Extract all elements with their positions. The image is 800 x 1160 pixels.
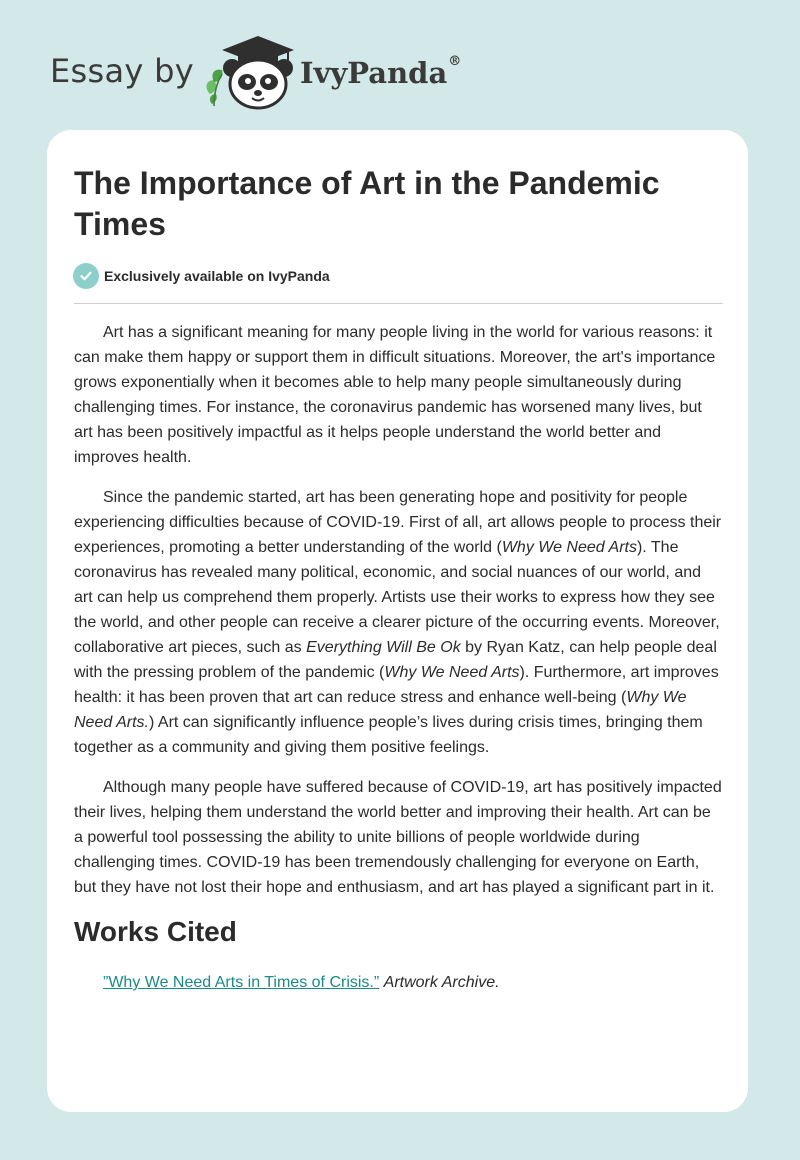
exclusive-badge-label: Exclusively available on IvyPanda (104, 268, 330, 284)
paragraph-2 (74, 485, 724, 760)
divider (74, 303, 723, 304)
brand-name (300, 56, 461, 90)
paragraph-2-text: ). The coronavirus has revealed many political, economic, and social nuances of our world, and art can help us comprehend them properly. Artists use their works to express how they see the world, and other people can receive a clearer picture of the occurring events. Moreover, collaborative art pieces, such as (74, 539, 720, 656)
paragraph-2-text: by Ryan Katz, can help people deal with the pressing problem of the pandemic ( (74, 639, 717, 681)
works-cited-heading: Works Cited (74, 916, 237, 947)
check-icon (73, 263, 99, 289)
essay-by-label: Essay by (50, 52, 194, 90)
site-header (50, 34, 530, 114)
ivypanda-logo[interactable] (200, 34, 296, 110)
citation-inline: Why We Need Arts. (74, 689, 687, 731)
essay-body (74, 320, 724, 995)
essay-title: The Importance of Art in the Pandemic Times (74, 165, 660, 242)
paragraph-1: Art has a significant meaning for many people living in the world for various reasons: it can make them happy or support them in difficult situations. Moreover, the art's importance grows exponentially when it becomes able to help many people simultaneously during challenging times. For instance, the coronavirus pandemic has worsened many lives, but art has been positively impactful as it helps people understand the world better and improves health. (74, 324, 716, 466)
citation-inline: Why We Need Arts (384, 664, 520, 681)
paragraph-3: Although many people have suffered because of COVID-19, art has positively impacted their lives, helping them understand the world better and improving their health. Art can be a powerful tool possessing the ability to unite billions of people worldwide during challenging times. COVID-19 has been tremendously challenging for everyone on Earth, but they have not lost their hope and enthusiasm, and art has played a significant part in it. (74, 779, 722, 896)
citation-source: Artwork Archive. (383, 974, 500, 991)
paragraph-2-text: Since the pandemic started, art has been generating hope and positivity for people experiencing difficulties because of COVID-19. First of all, art allows people to process their experiences, promoting a better understanding of the world ( (74, 489, 722, 556)
brand-label: IvyPanda (300, 56, 448, 90)
citation-link[interactable]: ”Why We Need Arts in Times of Crisis.” (103, 974, 380, 991)
essay-card (47, 130, 748, 1112)
works-cited-entry (74, 970, 724, 995)
registered-mark: ® (448, 54, 462, 69)
citation-inline: Why We Need Arts (501, 539, 637, 556)
artwork-title: Everything Will Be Ok (306, 639, 461, 656)
exclusive-badge (73, 263, 330, 289)
paragraph-2-text: ). Furthermore, art improves health: it has been proven that art can reduce stress and enhance well-being ( (74, 664, 719, 706)
paragraph-2-text: ) Art can significantly influence people’s lives during crisis times, bringing them together as a community and giving them positive feelings. (74, 714, 703, 756)
